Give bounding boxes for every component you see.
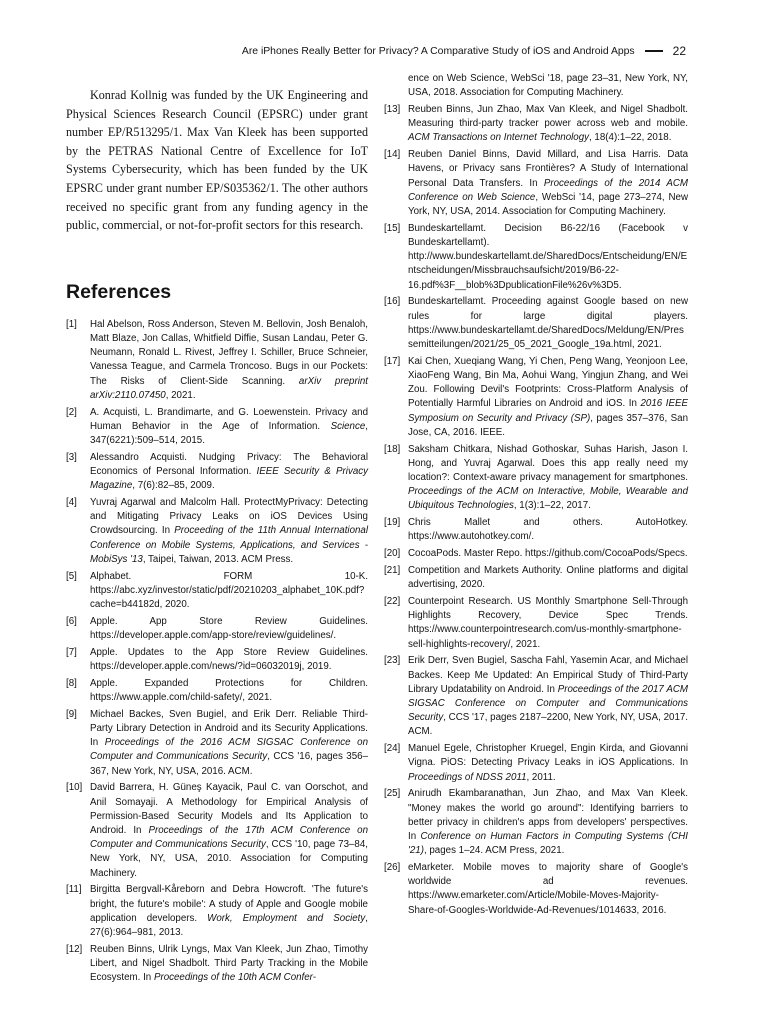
reference-text bbox=[90, 496, 368, 567]
reference-item bbox=[66, 451, 368, 494]
reference-text-part: Anirudh Ekambaranathan, Jun Zhao, and Max Van Kleek. "Money makes the world go around": Identifying barriers to better privacy in children's apps from developers' perspectives. In bbox=[408, 788, 688, 843]
reference-label: [14] bbox=[384, 149, 401, 161]
reference-text bbox=[90, 570, 368, 613]
reference-venue: Conference on Human Factors in Computing Systems (CHI '21) bbox=[408, 831, 689, 857]
reference-text bbox=[408, 787, 688, 858]
reference-label: [2] bbox=[66, 406, 77, 418]
reference-text-part: Counterpoint Research. US Monthly Smartphone Sell-Through Highlights Recovery, Device Spec Trends. https://www.counterpointresearch.com/us-monthly-smartphone-sell-highlights-recovery/, 2021. bbox=[408, 596, 688, 650]
reference-text bbox=[408, 564, 688, 592]
reference-item bbox=[384, 861, 688, 918]
reference-venue: Proceedings of the 17th ACM Conference on Computer and Communications Security bbox=[90, 825, 368, 851]
reference-label: [19] bbox=[384, 517, 401, 529]
reference-text-part: Saksham Chitkara, Nishad Gothoskar, Suhas Harish, Jason I. Hong, and Yuvraj Agarwal. Does this app really need my location?: Context-aware privacy management for smartphones. bbox=[408, 443, 688, 484]
reference-text-part: , 18(4):1–22, 2018. bbox=[589, 132, 672, 144]
reference-continuation: ence on Web Science, WebSci '18, page 23–31, New York, NY, USA, 2018. Association for Computing Machinery. bbox=[408, 73, 688, 99]
reference-label: [11] bbox=[66, 884, 82, 896]
reference-venue: IEEE Security & Privacy Magazine bbox=[90, 465, 368, 492]
reference-text-part: Alphabet. FORM 10-K. https://abc.xyz/investor/static/pdf/20210203_alphabet_10K.pdf?cache=b44182d, 2020. bbox=[90, 570, 368, 610]
reference-text-part: , 1(3):1–22, 2017. bbox=[513, 500, 591, 512]
reference-text-part: Reuben Daniel Binns, David Millard, and Lisa Harris. Data Havens, or Privacy sans Frontières? A Study of International Personal Data Transfers. In bbox=[408, 149, 688, 189]
reference-text-part: , CCS '17, pages 2187–2200, New York, NY, USA, 2017. ACM. bbox=[408, 712, 688, 738]
reference-text bbox=[408, 148, 688, 219]
reference-text-part: Apple. Updates to the App Store Review Guidelines. https://developer.apple.com/news/?id=06032019j, 2019. bbox=[90, 646, 368, 672]
right-column bbox=[384, 72, 688, 920]
reference-text-part: Manuel Egele, Christopher Kruegel, Engin Kirda, and Giovanni Vigna. PiOS: Detecting Privacy Leaks in iOS Applications. In bbox=[408, 743, 688, 769]
reference-label: [15] bbox=[384, 222, 401, 234]
reference-venue: Science bbox=[330, 420, 366, 432]
reference-venue: Work, Employment and Society bbox=[207, 912, 366, 924]
references-list-left bbox=[66, 318, 368, 986]
reference-text-part: Reuben Binns, Ulrik Lyngs, Max Van Kleek, Jun Zhao, Timothy Libert, and Nigel Shadbolt. Third Party Tracking in the Mobile Ecosystem. In bbox=[90, 943, 368, 984]
reference-text-part: Apple. Expanded Protections for Children. https://www.apple.com/child-safety/, 2021. bbox=[90, 677, 368, 703]
reference-label: [7] bbox=[66, 646, 77, 658]
reference-item bbox=[384, 742, 688, 785]
reference-text bbox=[90, 781, 368, 880]
reference-label: [24] bbox=[384, 743, 401, 755]
reference-label: [4] bbox=[66, 496, 77, 508]
reference-text-part: Chris Mallet and others. AutoHotkey. https://www.autohotkey.com/. bbox=[408, 517, 688, 543]
reference-text bbox=[408, 861, 688, 918]
reference-venue: Proceeding of the 11th Annual International Conference on Mobile Systems, Applications, and Services - MobiSys '13 bbox=[90, 525, 368, 565]
reference-label: [17] bbox=[384, 355, 401, 367]
reference-label: [8] bbox=[66, 677, 77, 689]
reference-item bbox=[384, 295, 688, 352]
reference-text-part: , 2011. bbox=[526, 771, 556, 783]
reference-text-part: , pages 1–24. ACM Press, 2021. bbox=[423, 845, 565, 857]
reference-text bbox=[90, 708, 368, 779]
reference-text-part: A. Acquisti, L. Brandimarte, and G. Loewenstein. Privacy and Human Behavior in the Age of Information. bbox=[90, 406, 368, 432]
reference-item bbox=[66, 318, 368, 403]
reference-text-part: Yuvraj Agarwal and Malcolm Hall. ProtectMyPrivacy: Detecting and Mitigating Privacy Leaks on iOS Devices Using Crowdsourcing. In bbox=[90, 496, 368, 537]
reference-text bbox=[90, 451, 368, 494]
reference-text bbox=[90, 646, 368, 674]
reference-text-part: , 7(6):82–85, 2009. bbox=[132, 480, 215, 492]
reference-label: [12] bbox=[66, 943, 83, 955]
reference-text-part: Competition and Markets Authority. Online platforms and digital advertising, 2020. bbox=[408, 565, 688, 591]
reference-label: [5] bbox=[66, 570, 77, 582]
reference-item bbox=[384, 564, 688, 592]
reference-item bbox=[66, 943, 368, 986]
reference-label: [10] bbox=[66, 782, 83, 794]
reference-text-part: Reuben Binns, Jun Zhao, Max Van Kleek, and Nigel Shadbolt. Measuring third-party tracker power across web and mobile. bbox=[408, 104, 688, 130]
reference-item bbox=[384, 516, 688, 544]
reference-text-part: , WebSci '14, page 273–274, New York, NY, USA, 2014. Association for Computing Machinery. bbox=[408, 191, 688, 218]
reference-label: [18] bbox=[384, 443, 401, 455]
reference-text bbox=[90, 883, 368, 940]
reference-text-part: Bundeskartellamt. Proceeding against Google based on new rules for large digital players. https://www.bundeskartellamt.de/SharedDocs/Meldung/EN/Pressemitteilungen/2021/25_05_2021_Google_19a.html, 2021. bbox=[408, 296, 688, 351]
reference-text bbox=[408, 742, 688, 785]
reference-venue: arXiv preprint arXiv:2110.07450 bbox=[90, 375, 368, 401]
reference-item bbox=[66, 496, 368, 567]
reference-label: [20] bbox=[384, 548, 401, 560]
running-title: Are iPhones Really Better for Privacy? A Comparative Study of iOS and Android Apps bbox=[241, 45, 635, 57]
reference-item bbox=[66, 570, 368, 613]
reference-text-part: Alessandro Acquisti. Nudging Privacy: The Behavioral Economics of Personal Information. bbox=[90, 451, 368, 477]
reference-item bbox=[384, 222, 688, 293]
reference-label: [21] bbox=[384, 565, 401, 577]
reference-text-part: Bundeskartellamt. Decision B6-22/16 (Facebook v Bundeskartellamt). http://www.bundeskartellamt.de/SharedDocs/Entscheidung/EN/Entscheidungen/Missbrauchsaufsicht/2019/B6-22-16.pdf%3F__blob%3DpublicationFile%26v%3D5. bbox=[408, 222, 688, 291]
reference-label: [3] bbox=[66, 451, 77, 463]
header-rule bbox=[645, 50, 663, 52]
reference-venue: ACM Transactions on Internet Technology bbox=[408, 132, 590, 144]
reference-item bbox=[384, 654, 688, 739]
references-list-right bbox=[384, 103, 688, 918]
reference-text-part: , CCS '10, page 73–84, New York, NY, USA, 2010. Association for Computing Machinery. bbox=[90, 839, 368, 879]
reference-venue: Proceedings of NDSS 2011 bbox=[408, 771, 527, 783]
reference-label: [13] bbox=[384, 104, 401, 115]
reference-label: [6] bbox=[66, 615, 77, 627]
references-heading: References bbox=[66, 280, 172, 303]
page-number: 22 bbox=[672, 44, 686, 58]
reference-text-part: Erik Derr, Sven Bugiel, Sascha Fahl, Yasemin Acar, and Michael Backes. Keep Me Updated: An Empirical Study of Third-Party Library Updatability on Android. In bbox=[408, 655, 688, 695]
reference-venue: Proceedings of the 2014 ACM Conference on Web Science bbox=[408, 177, 689, 203]
reference-text bbox=[408, 103, 688, 146]
reference-item bbox=[384, 148, 688, 219]
reference-item bbox=[66, 646, 368, 674]
reference-item bbox=[384, 103, 688, 146]
reference-text bbox=[90, 943, 368, 986]
reference-text bbox=[90, 318, 368, 403]
reference-text-part: CocoaPods. Master Repo. https://github.com/CocoaPods/Specs. bbox=[408, 548, 688, 560]
reference-text-part: , CCS '16, pages 356–367, New York, NY, USA, 2016. ACM. bbox=[90, 751, 368, 777]
reference-label: [26] bbox=[384, 862, 401, 874]
reference-label: [1] bbox=[66, 318, 77, 330]
reference-text-part: , 347(6221):509–514, 2015. bbox=[90, 420, 368, 446]
reference-item bbox=[66, 406, 368, 449]
reference-item bbox=[66, 781, 368, 880]
reference-text bbox=[408, 516, 688, 544]
reference-text-part: Kai Chen, Xueqiang Wang, Yi Chen, Peng Wang, Yeonjoon Lee, XiaoFeng Wang, Bin Ma, Aohui Wang, Yingjun Zhang, and Wei Zou. Following Devil's Footprints: Cross-Platform Analysis of Potentially Harmful Libraries on Android and iOS. In bbox=[408, 355, 688, 410]
reference-item bbox=[384, 595, 688, 652]
reference-text-part: Hal Abelson, Ross Anderson, Steven M. Bellovin, Josh Benaloh, Matt Blaze, Jon Callas, Whitfield Diffie, Susan Landau, Peter G. Neumann, Ronald L. Rivest, Jeffrey I. Schiller, Bruce Schneier, Vanessa Teague, and Carmela Troncoso. Bugs in our Pockets: The Risks of Client-Side Scanning. bbox=[90, 318, 368, 387]
reference-item bbox=[384, 355, 688, 440]
reference-text bbox=[408, 222, 688, 293]
reference-text bbox=[408, 654, 688, 739]
reference-item bbox=[384, 443, 688, 514]
reference-text bbox=[408, 443, 688, 514]
reference-label: [9] bbox=[66, 708, 77, 720]
reference-text-part: David Barrera, H. Güneş Kayacik, Paul C. van Oorschot, and Anil Somayaji. A Methodology for Empirical Analysis of Permission-Based Security Models and Its Application to Android. In bbox=[90, 782, 368, 836]
reference-text bbox=[90, 615, 368, 643]
reference-item bbox=[384, 787, 688, 858]
reference-item bbox=[66, 615, 368, 643]
reference-item bbox=[66, 708, 368, 779]
reference-label: [25] bbox=[384, 788, 401, 800]
reference-item bbox=[384, 547, 688, 561]
reference-label: [23] bbox=[384, 655, 401, 667]
reference-text bbox=[408, 355, 688, 440]
reference-text-part: , pages 357–376, San Jose, CA, 2016. IEEE. bbox=[408, 412, 688, 438]
left-column bbox=[66, 72, 368, 988]
reference-text bbox=[90, 677, 368, 705]
reference-text-part: , 2021. bbox=[165, 389, 196, 401]
reference-text-part: , 27(6):964–981, 2013. bbox=[90, 912, 368, 939]
reference-text bbox=[408, 295, 688, 352]
acknowledgements-paragraph: Konrad Kollnig was funded by the UK Engineering and Physical Sciences Research Council (EPSRC) under grant number EP/R513295/1. Max Van Kleek has been supported by the PETRAS National Centre of Excellence for IoT Systems Cybersecurity, which has been funded by the UK EPSRC under grant number EP/S035362/1. The other authors received no specific grant from any funding agency in the public, commercial, or not-for-profit sectors for this research. bbox=[66, 88, 368, 233]
reference-venue: Proceedings of the ACM on Interactive, Mobile, Wearable and Ubiquitous Technologies bbox=[408, 486, 688, 512]
reference-text-part: , Taipei, Taiwan, 2013. ACM Press. bbox=[142, 553, 294, 565]
reference-label: [22] bbox=[384, 596, 401, 608]
reference-text-part: Birgitta Bergvall-Kåreborn and Debra Howcroft. 'The future's bright, the future's mobile': A study of Apple and Google mobile application developers. bbox=[90, 884, 368, 924]
reference-text-part: eMarketer. Mobile moves to majority share of Google's worldwide ad revenues. https://www.emarketer.com/Article/Mobile-Moves-Majority-Share-of-Googles-Worldwide-Ad-Revenues/1014633, 2016. bbox=[408, 862, 688, 916]
reference-venue: 2016 IEEE Symposium on Security and Privacy (SP) bbox=[408, 398, 688, 424]
reference-text bbox=[408, 547, 688, 561]
reference-text-part: Apple. App Store Review Guidelines. https://developer.apple.com/app-store/review/guidelines/. bbox=[90, 615, 368, 641]
reference-text-part: Michael Backes, Sven Bugiel, and Erik Derr. Reliable Third-Party Library Detection in Android and its Security Applications. In bbox=[90, 708, 368, 749]
reference-venue: Proceedings of the 10th ACM Confer- bbox=[153, 972, 316, 984]
reference-label: [16] bbox=[384, 296, 401, 308]
reference-venue: Proceedings of the 2017 ACM SIGSAC Conference on Computer and Communications Security bbox=[408, 683, 688, 724]
reference-item bbox=[66, 883, 368, 940]
running-header bbox=[242, 44, 686, 58]
reference-venue: Proceedings of the 2016 ACM SIGSAC Conference on Computer and Communications Security bbox=[90, 737, 368, 763]
reference-text bbox=[408, 595, 688, 652]
reference-text bbox=[90, 406, 368, 449]
reference-item bbox=[66, 677, 368, 705]
